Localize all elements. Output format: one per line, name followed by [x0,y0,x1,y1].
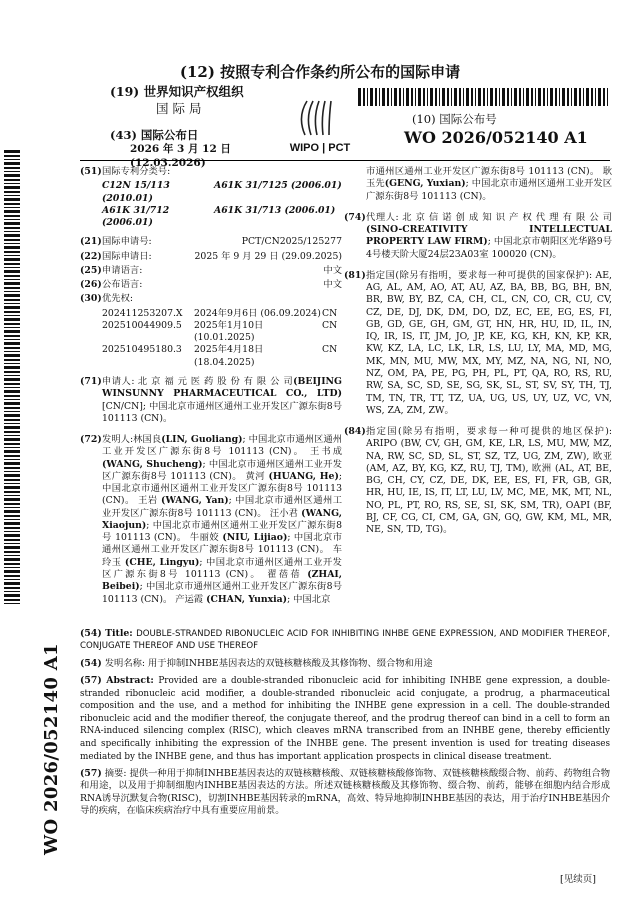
abstract-section [80,628,610,822]
barcode-bar [4,303,20,304]
publication-number: WO 2026/052140 A1 [404,128,588,148]
barcode-bar [507,88,509,106]
barcode-bar [415,88,416,106]
barcode-bar [4,299,20,301]
barcode-bar [4,219,20,220]
ipc-row: C12N 15/113 (2010.01) A61K 31/7125 (2006.01) [102,180,342,204]
barcode-bar [4,402,20,405]
title-en: (54) Title: DOUBLE-STRANDED RIBONUCLEIC ACID FOR INHIBITING INHBE GENE EXPRESSION, AND MODIFIER THEREOF, CONJUGATE THEREOF AND USE THEREOF [80,628,610,652]
barcode-bar [4,546,20,549]
barcode-bar [550,88,553,106]
barcode-bar [391,88,392,106]
priority-row: 202411253207.X 2024年9月6日 (06.09.2024) CN [102,307,338,319]
barcode-bar [571,88,572,106]
barcode-bar [406,88,409,106]
barcode-bar [4,567,20,568]
barcode-bar [382,88,385,106]
barcode-bar [4,198,20,201]
barcode-bar [555,88,557,106]
barcode-bar [4,459,20,460]
barcode-bar [499,88,500,106]
barcode-bar [4,551,20,553]
barcode-bar [4,243,20,244]
field-74-agent: (74) 代理人: 北 京 信 诺 创 成 知 识 产 权 代 理 有 限 公 司(SINO-CREATIVITY INTELLECTUAL PROPERTY LAW FIRM); 中国北京市朝阳区光华路9号4号楼天阶大厦24层23A03室 100020 (CN)。 [344,211,612,260]
barcode-bar [4,455,20,457]
inventors-continued: 市通州区通州工业开发区广源东街8号 101113 (CN)。 耿玉先(GENG, Yuxian); 中国北京市通州区通州工业开发区广源东街8号 101113 (CN)。 [366,166,612,202]
barcode-bar [495,88,497,106]
field-25: (25) 申请语言: 中文 [80,264,342,276]
barcode-bar [4,587,20,589]
barcode-bar [4,419,20,421]
barcode-bar [4,234,20,237]
barcode-bar [502,88,505,106]
barcode-bar [4,291,20,292]
barcode-bar [4,150,20,153]
barcode-bar [4,498,20,501]
barcode-bar [4,435,20,436]
filing-date: 2025 年 9 月 29 日 (29.09.2025) [194,250,342,262]
barcode-bar [459,88,461,106]
barcode-bar [4,171,20,172]
barcode-bar [4,371,20,373]
barcode-bar [4,179,20,181]
barcode-bar [471,88,473,106]
barcode-bar [4,258,20,261]
barcode-bar [4,294,20,297]
barcode-bar [4,363,20,364]
document-title: (12) 按照专利合作条约所公布的国际申请 [179,63,461,81]
barcode-bar [511,88,512,106]
barcode-bar [4,167,20,169]
barcode-bar [4,330,20,333]
barcode-bar [603,88,605,106]
barcode-bar [579,88,581,106]
barcode-bar [4,246,20,249]
barcode-bar [4,531,20,532]
barcode-bar [4,575,20,577]
abstract-en: (57) Abstract: Provided are a double-stranded ribonucleic acid for inhibiting INHBE gene expression, a double-stranded ribonucleic acid modifier, a double-stranded ribonucleic acid conjugate, a prodrug, a pharmaceutical composition and the use, and a method for inhibiting the INHBE gene expression in a cell. The double-stranded ribonucleic acid and the modifier thereof, the conjugate thereof, and the prodrug thereof can bind in a cell to form an RNA-induced silencing complex (RISC), which cleaves mRNA transcribed from an INHBE gene, thereby efficiently and specifically inhibiting the expression of the INHBE gene. The present invention is used for treating diseases mediated by the INHBE gene, and thus has important application prospects in clinical disease treatment. [80,674,610,762]
barcode-bar [4,239,20,241]
barcode-bar [4,411,20,412]
field-51: (51) 国际专利分类号: [80,166,171,177]
barcode-bar [4,462,20,465]
barcode-bar [442,88,445,106]
barcode-bar [4,287,20,289]
barcode-bar [4,395,20,397]
barcode-bar [418,88,421,106]
barcode-bar [4,263,20,265]
barcode-bar [363,88,365,106]
barcode-bar [463,88,464,106]
ipc-row: A61K 31/712 (2006.01) A61K 31/713 (2006.01) [102,204,336,229]
barcode-bar [4,527,20,529]
barcode-bar [447,88,449,106]
barcode-bar [4,270,20,273]
barcode-bar [4,399,20,400]
right-column [344,166,612,538]
barcode-bar [4,515,20,517]
barcode-bar [427,88,428,106]
barcode-bar [4,594,20,597]
barcode-bar [595,88,596,106]
barcode-bar [478,88,481,106]
barcode-bar [4,495,20,496]
barcode-bar [466,88,469,106]
publication-number-label: (10) 国际公布号 [412,112,497,126]
barcode-bar [4,342,20,345]
barcode-bar [4,191,20,193]
barcode-bar [4,282,20,285]
barcode-bar [487,88,488,106]
barcode-bar [4,582,20,585]
field-84-regional-states: (84) 指定国(除另有指明，要求每一种可提供的地区保护): ARIPO (BW, CV, GH, GM, KE, LR, LS, MU, MW, MZ, NA, RW, SC, SD, SL, ST, SZ, TZ, UG, ZM, ZW), 欧亚 (AM, AZ, BY, KG, KZ, RU, TJ, TM), 欧洲 (AL, AT, BE, BG, CH, CY, CZ, DE, DK, EE, ES, FI, FR, GB, GR, HR, HU, IE, IS, IT, LT, LU, LV, MC, ME, MK, MT, NL, NO, PL, PT, RO, RS, SE, SI, SK, SM, TR), OAPI (BF, BJ, CF, CG, CI, CM, GA, GN, GQ, GW, KM, ML, MR, NE, SN, TD, TG)。 [344,426,612,536]
barcode-bar [519,88,521,106]
barcode-bar [4,255,20,256]
barcode-bar [399,88,401,106]
barcode-bar [4,591,20,592]
barcode-bar [4,275,20,277]
barcode-bar [4,315,20,316]
barcode-bar [4,443,20,445]
barcode-bar [547,88,548,106]
barcode-bar [4,306,20,309]
field-72-inventors: (72) 发明人:林国良(LIN, Guoliang); 中国北京市通州区通州工业开发区广源东街8号 101113 (CN)。 王书成 (WANG, Shucheng); 中国北京市通州区通州工业开发区广源东街8号 101113 (CN)。 黄河 (HUANG, He); 中国北京市通州区通州工业开发区广源东街8号 101113 (CN)。 王岩 (WANG, Yan); 中国北京市通州区通州工业开发区广源东街8号 101113 (CN)。 汪小君 (WANG, Xiaojun); 中国北京市通州区通州工业开发区广源东街8号 101113 (CN)。 牛丽姣 (NIU, Lijiao); 中国北京市通州区通州工业开发区广源东街8号 101113 (CN)。 车玲玉 (CHE, Lingyu); 中国北京市通州区通州工业开发区广源东街8号 101113 (CN)。 翟蓓蓓 (ZHAI, Beibei); 中国北京市通州区通州工业开发区广源东街8号 101113 (CN)。 产运霞 (CHAN, Yunxia); 中国北京 [80,434,343,605]
barcode-bar [4,519,20,520]
wipo-emblem-icon [301,101,331,135]
organization-block [110,84,275,117]
barcode-bar [4,215,20,217]
publication-date: 2026 年 3 月 12 日 (12.03.2026) [130,143,231,170]
barcode-bar [4,539,20,541]
barcode-bar [4,563,20,565]
barcode-bar [4,507,20,508]
barcode-bar [4,378,20,381]
barcode-bar [4,522,20,525]
side-barcode [4,150,20,605]
barcode-bar [430,88,433,106]
barcode-bar [535,88,536,106]
barcode-bar [4,231,20,232]
header-divider [80,160,610,161]
barcode-bar [439,88,440,106]
barcode-bar [598,88,601,106]
barcode-bar [607,88,608,106]
field-30: (30) 优先权: [80,293,134,305]
barcode-bar [490,88,493,106]
barcode-bar [358,88,361,106]
barcode-bar [403,88,404,106]
barcode-bar [4,159,20,160]
barcode-bar [526,88,529,106]
title-zh: (54) 发明名称: 用于抑制INHBE基因表达的双链核糖核酸及其修饰物、缀合物和用途 [80,657,433,669]
barcode-bar [4,467,20,469]
barcode-bar [4,483,20,484]
barcode-bar [523,88,524,106]
wipo-logo-text: WIPO | PCT [289,142,351,154]
left-column [80,166,342,608]
barcode-bar [4,174,20,177]
barcode-bar [375,88,377,106]
barcode-bar [4,186,20,189]
barcode-bar [4,438,20,441]
barcode-bar [4,503,20,505]
barcode-bar [4,471,20,472]
barcode-bar [483,88,485,106]
barcode-bar [4,311,20,313]
barcode-bar [514,88,517,106]
barcode-bar [562,88,565,106]
side-publication-number: WO 2026/052140 A1 [41,643,62,855]
barcode-bar [591,88,593,106]
barcode-bar [4,479,20,481]
field-81-designated-states: (81) 指定国(除另有指明，要求每一种可提供的国家保护): AE, AG, AL, AM, AO, AT, AU, AZ, BA, BB, BG, BH, BN, BR, BW, BY, BZ, CA, CH, CL, CN, CO, CR, CU, CV, CZ, DE, DJ, DK, DM, DO, DZ, EC, EE, EG, ES, FI, GB, GD, GE, GH, GM, GT, HN, HR, HU, ID, IL, IN, IQ, IR, IS, IT, JM, JO, JP, KE, KG, KH, KN, KP, KR, KW, KZ, LA, LC, LK, LR, LS, LU, LY, MA, MD, MG, MK, MN, MU, MW, MX, MY, MZ, NA, NG, NI, NO, NZ, OM, PA, PE, PG, PH, PL, PT, QA, RO, RS, RU, RW, SA, SC, SD, SE, SG, SK, SL, ST, SV, SY, TH, TJ, TM, TN, TR, TT, TZ, UA, UG, US, UY, UZ, VC, VN, WS, ZA, ZM, ZW。 [344,269,612,416]
barcode-bar [4,426,20,429]
priority-row: 202510044909.5 2025年1月10日 (10.01.2025) CN [102,319,338,344]
barcode-bar [4,599,20,601]
barcode-bar [4,447,20,448]
barcode-bar [559,88,560,106]
barcode-bar [543,88,545,106]
barcode-bar [4,339,20,340]
barcode-bar [4,335,20,337]
barcode-bar [394,88,397,106]
field-22: (22) 国际申请日: 2025 年 9 月 29 日 (29.09.2025) [80,250,342,262]
barcode-bar [4,423,20,424]
barcode-bar [4,251,20,253]
continued-note: [见续页] [560,874,596,885]
barcode-bar [367,88,368,106]
barcode-bar [4,579,20,580]
abstract-zh: (57) 摘要: 提供一种用于抑制INHBE基因表达的双链核糖核酸、双链核糖核酸修饰物、双链核糖核酸缀合物、前药、药物组合物和用途，以及用于抑制细胞内INHBE基因表达的方法。所述双链核糖核酸及其修饰物、缀合物、前药，能够在细胞内结合形成RNA诱导沉默复合物(RISC)，切割INHBE基因转录的mRNA，高效、特异地抑制INHBE基因的表达，用于治疗INHBE基因介导的疾病，在临床疾病治疗中具有重要应用前景。 [80,768,610,817]
barcode-bar [4,390,20,393]
organization-sub: 国 际 局 [156,100,202,116]
publication-date-label: (43) 国际公布日 [110,128,199,142]
barcode-bar [411,88,413,106]
barcode-bar [4,431,20,433]
barcode-bar [4,203,20,205]
barcode-bar [4,207,20,208]
barcode-bar [4,603,20,604]
barcode-bar [4,555,20,556]
barcode-bar [475,88,476,106]
barcode-bar [4,210,20,213]
barcode-bar [583,88,584,106]
barcode-bar [4,327,20,328]
ipc-label: 国际专利分类号: [102,166,171,177]
barcode-bar [4,318,20,321]
barcode-bar [4,162,20,165]
barcode-bar [454,88,457,106]
barcode-bar [4,407,20,409]
barcode-bar [4,323,20,325]
barcode-bar [4,279,20,280]
barcode-bar [4,351,20,352]
barcode-bar [538,88,541,106]
barcode-bar [567,88,569,106]
barcode-bar [4,491,20,493]
field-21: (21) 国际申请号: PCT/CN2025/125277 [80,236,342,248]
barcode-bar [4,227,20,229]
barcode-bar [4,359,20,361]
barcode-bar [435,88,437,106]
barcode-bar [4,347,20,349]
barcode-bar [4,510,20,513]
barcode-bar [4,375,20,376]
barcode-bar [4,534,20,537]
barcode-bar [4,155,20,157]
priority-row: 202510495180.3 2025年4月18日 (18.04.2025) CN [102,344,338,368]
field-26: (26) 公布语言: 中文 [80,279,342,291]
organization-label: (19) 世界知识产权组织 [110,84,244,99]
barcode-bar [4,267,20,268]
barcode-bar [4,354,20,357]
barcode-bar [4,570,20,573]
barcode-bar [4,543,20,544]
barcode-bar [387,88,389,106]
barcode-bar [531,88,533,106]
barcode-bar [4,450,20,453]
barcode-bar [451,88,452,106]
barcode-bar [4,387,20,388]
field-71-applicant: (71) 申请人: 北 京 福 元 医 药 股 份 有 限 公 司(BEIJING WINSUNNY PHARMACEUTICAL CO., LTD) [CN/CN]; 中国北京市通州区通州工业开发区广源东街8号 101113 (CN)。 [80,375,342,424]
barcode-bar [586,88,589,106]
barcode-bar [423,88,425,106]
barcode-bar [370,88,373,106]
barcode-bar [4,183,20,184]
publication-number-block [404,112,624,148]
top-barcode [358,88,610,106]
barcode-bar [4,222,20,225]
barcode-bar [379,88,380,106]
barcode-bar [4,474,20,477]
barcode-bar [4,414,20,417]
barcode-bar [4,195,20,196]
barcode-bar [4,486,20,489]
barcode-bar [4,558,20,561]
barcode-bar [4,383,20,385]
barcode-bar [4,366,20,369]
application-number: PCT/CN2025/125277 [241,236,342,248]
barcode-bar [574,88,577,106]
